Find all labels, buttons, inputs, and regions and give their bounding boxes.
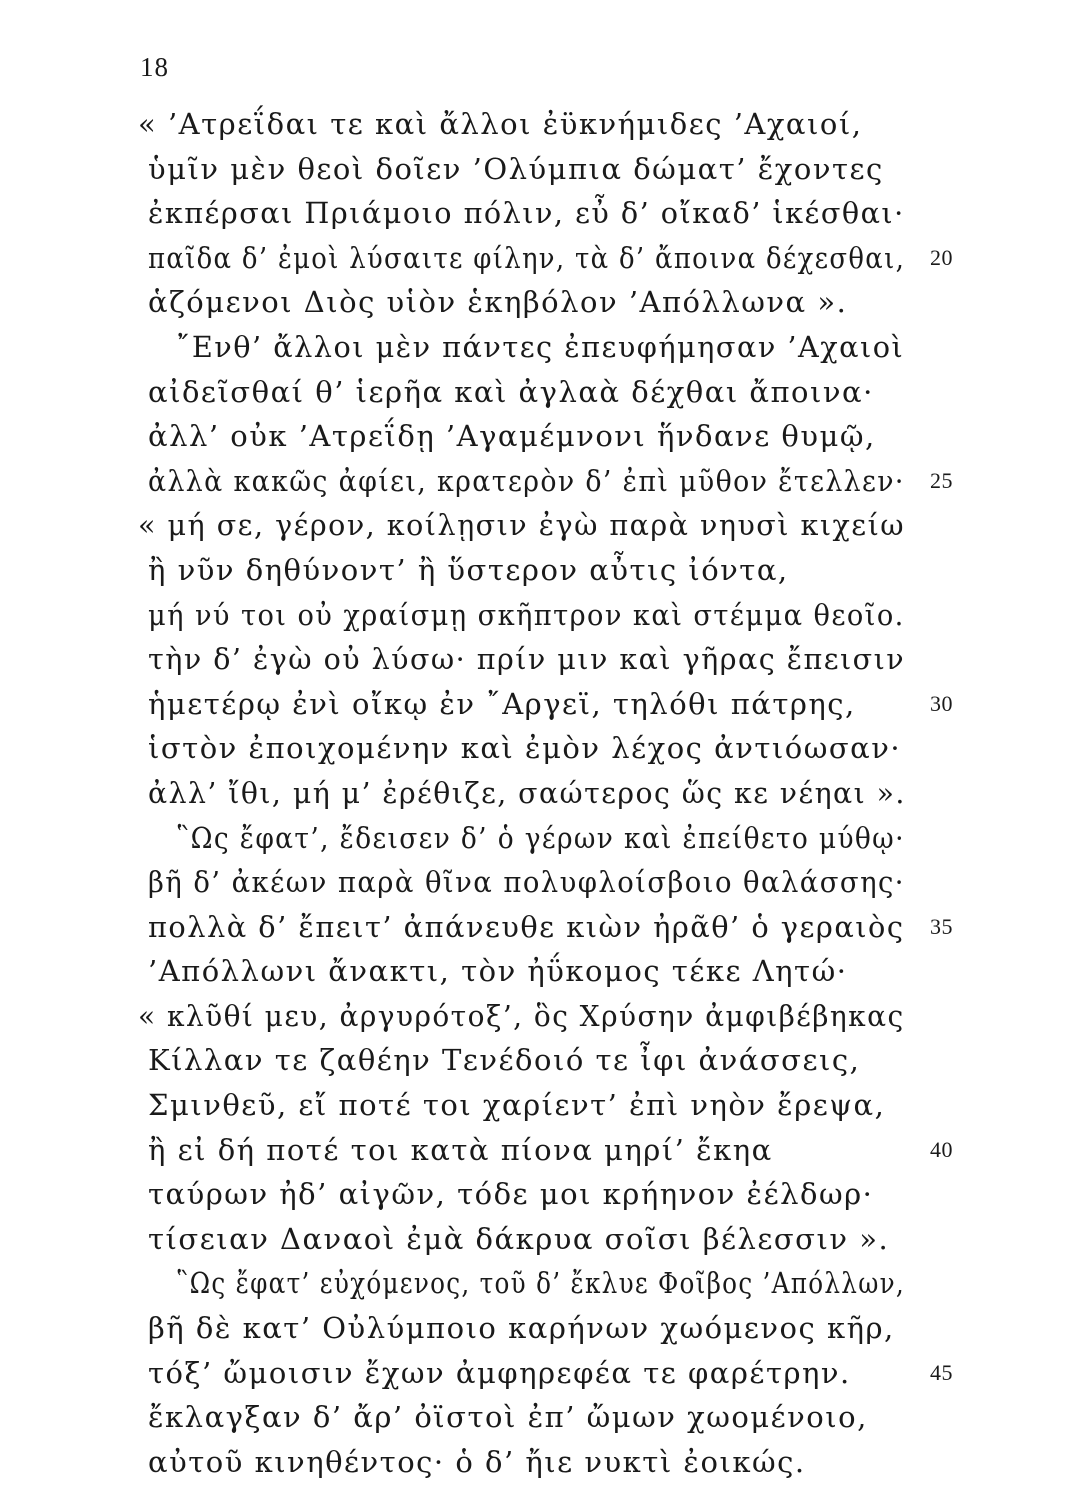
verse-line-text: τὴν δ’ ἐγὼ οὐ λύσω· πρίν μιν καὶ γῆρας ἔπεισιν	[148, 642, 906, 677]
verse-line	[0, 1395, 1072, 1440]
verse-block	[0, 102, 1072, 1484]
verse-line	[0, 503, 1072, 548]
verse-line	[0, 370, 1072, 415]
verse-line	[0, 949, 1072, 994]
verse-line-text: ἱστὸν ἐποιχομένην καὶ ἐμὸν λέχος ἀντιόωσαν·	[148, 731, 902, 766]
line-number: 35	[930, 913, 953, 939]
verse-line-text: « ’Ατρεΐδαι τε καὶ ἄλλοι ἐϋκνήμιδες ’Αχαιοί,	[138, 107, 863, 141]
verse-line	[0, 593, 1072, 638]
verse-line-text: ’Απόλλωνι ἄνακτι, τὸν ἠΰκομος τέκε Λητώ·	[148, 954, 848, 989]
verse-line-text: ἢ νῦν δηθύνοντ’ ἢ ὕστερον αὖτις ἰόντα,	[148, 552, 789, 587]
verse-line	[0, 1083, 1072, 1128]
verse-line-text: ἢ εἰ δή ποτέ τοι κατὰ πίονα μηρί’ ἔκηα	[148, 1132, 773, 1167]
verse-line	[0, 102, 1072, 147]
verse-line	[0, 1217, 1072, 1262]
verse-line	[0, 1172, 1072, 1217]
verse-line-text: ἐκπέρσαι Πριάμοιο πόλιν, εὖ δ’ οἴκαδ’ ἱκέσθαι·	[148, 196, 905, 231]
verse-line-text: ἡμετέρῳ ἐνὶ οἴκῳ ἐν ῎Αργεϊ, τηλόθι πάτρης,	[148, 686, 856, 721]
verse-line-text: βῆ δὲ κατ’ Οὐλύμποιο καρήνων χωόμενος κῆρ,	[148, 1311, 895, 1346]
verse-line-text: Κίλλαν τε ζαθέην Τενέδοιό τε ἶφι ἀνάσσεις,	[148, 1043, 861, 1078]
verse-line	[0, 682, 1072, 727]
verse-line-text: Σμινθεῦ, εἴ ποτέ τοι χαρίεντ’ ἐπὶ νηὸν ἔρεψα,	[148, 1088, 886, 1123]
verse-line	[0, 994, 1072, 1039]
verse-line-text: τόξ’ ὤμοισιν ἔχων ἀμφηρεφέα τε φαρέτρην.	[148, 1355, 851, 1390]
verse-line	[0, 905, 1072, 950]
line-number: 20	[930, 244, 953, 270]
verse-line	[0, 816, 1072, 861]
verse-line	[0, 1038, 1072, 1083]
verse-line	[0, 280, 1072, 325]
verse-line-text: μή νύ τοι οὐ χραίσμῃ σκῆπτρον καὶ στέμμα θεοῖο.	[148, 597, 905, 632]
verse-line-text: αἰδεῖσθαί θ’ ἱερῆα καὶ ἀγλαὰ δέχθαι ἄποινα·	[148, 374, 874, 409]
verse-line	[0, 1128, 1072, 1173]
verse-line-text: τίσειαν Δαναοὶ ἐμὰ δάκρυα σοῖσι βέλεσσιν ».	[148, 1221, 890, 1256]
verse-line	[0, 771, 1072, 816]
verse-line	[0, 860, 1072, 905]
verse-line-text: ταύρων ἠδ’ αἰγῶν, τόδε μοι κρήηνον ἐέλδωρ·	[148, 1177, 874, 1212]
verse-line	[0, 726, 1072, 771]
verse-line	[0, 1351, 1072, 1396]
verse-line-text: ἁζόμενοι Διὸς υἱὸν ἑκηβόλον ’Απόλλωνα ».	[148, 285, 848, 320]
verse-line-text: πολλὰ δ’ ἔπειτ’ ἀπάνευθε κιὼν ἠρᾶθ’ ὁ γεραιὸς	[148, 909, 905, 944]
verse-line-text: αὐτοῦ κινηθέντος· ὁ δ’ ἤιε νυκτὶ ἐοικώς.	[148, 1444, 806, 1479]
verse-line-text: ἔκλαγξαν δ’ ἄρ’ ὀϊστοὶ ἐπ’ ὤμων χωομένοιο,	[148, 1400, 868, 1435]
line-number: 25	[930, 467, 953, 493]
line-number: 45	[930, 1359, 953, 1385]
line-number: 40	[930, 1136, 953, 1162]
verse-line-text: ἀλλὰ κακῶς ἀφίει, κρατερὸν δ’ ἐπὶ μῦθον ἔτελλεν·	[148, 463, 905, 498]
verse-line	[0, 459, 1072, 504]
verse-line	[0, 637, 1072, 682]
verse-line	[0, 414, 1072, 459]
verse-line	[0, 191, 1072, 236]
verse-line-text: ἀλλ’ ἴθι, μή μ’ ἐρέθιζε, σαώτερος ὥς κε νέηαι ».	[148, 775, 906, 810]
page-number: 18	[140, 52, 169, 82]
verse-line-text: ῝Ως ἔφατ’ εὐχόμενος, τοῦ δ’ ἔκλυε Φοῖβος ’Απόλλων,	[176, 1266, 906, 1301]
verse-line	[0, 236, 1072, 281]
verse-line-text: παῖδα δ’ ἐμοὶ λύσαιτε φίλην, τὰ δ’ ἄποινα δέχεσθαι,	[148, 240, 906, 275]
verse-line-text: βῆ δ’ ἀκέων παρὰ θῖνα πολυφλοίσβοιο θαλάσσης·	[148, 865, 905, 900]
verse-line	[0, 548, 1072, 593]
verse-line	[0, 1306, 1072, 1351]
line-number: 30	[930, 690, 953, 716]
verse-line-text: ὑμῖν μὲν θεοὶ δοῖεν ’Ολύμπια δώματ’ ἔχοντες	[148, 151, 884, 186]
verse-line-text: « μή σε, γέρον, κοίλῃσιν ἐγὼ παρὰ νηυσὶ κιχείω	[138, 508, 906, 543]
verse-line-text: ῎Ενθ’ ἄλλοι μὲν πάντες ἐπευφήμησαν ’Αχαιοὶ	[176, 329, 905, 364]
verse-line	[0, 147, 1072, 192]
verse-line-text: ῝Ως ἔφατ’, ἔδεισεν δ’ ὁ γέρων καὶ ἐπείθετο μύθῳ·	[176, 820, 905, 855]
verse-line	[0, 1261, 1072, 1306]
verse-line-text: ἀλλ’ οὐκ ’Ατρεΐδῃ ’Αγαμέμνονι ἥνδανε θυμῷ,	[148, 419, 876, 454]
verse-line-text: « κλῦθί μευ, ἀργυρότοξ’, ὃς Χρύσην ἀμφιβέβηκας	[138, 998, 905, 1033]
verse-line	[0, 325, 1072, 370]
verse-line	[0, 1440, 1072, 1485]
